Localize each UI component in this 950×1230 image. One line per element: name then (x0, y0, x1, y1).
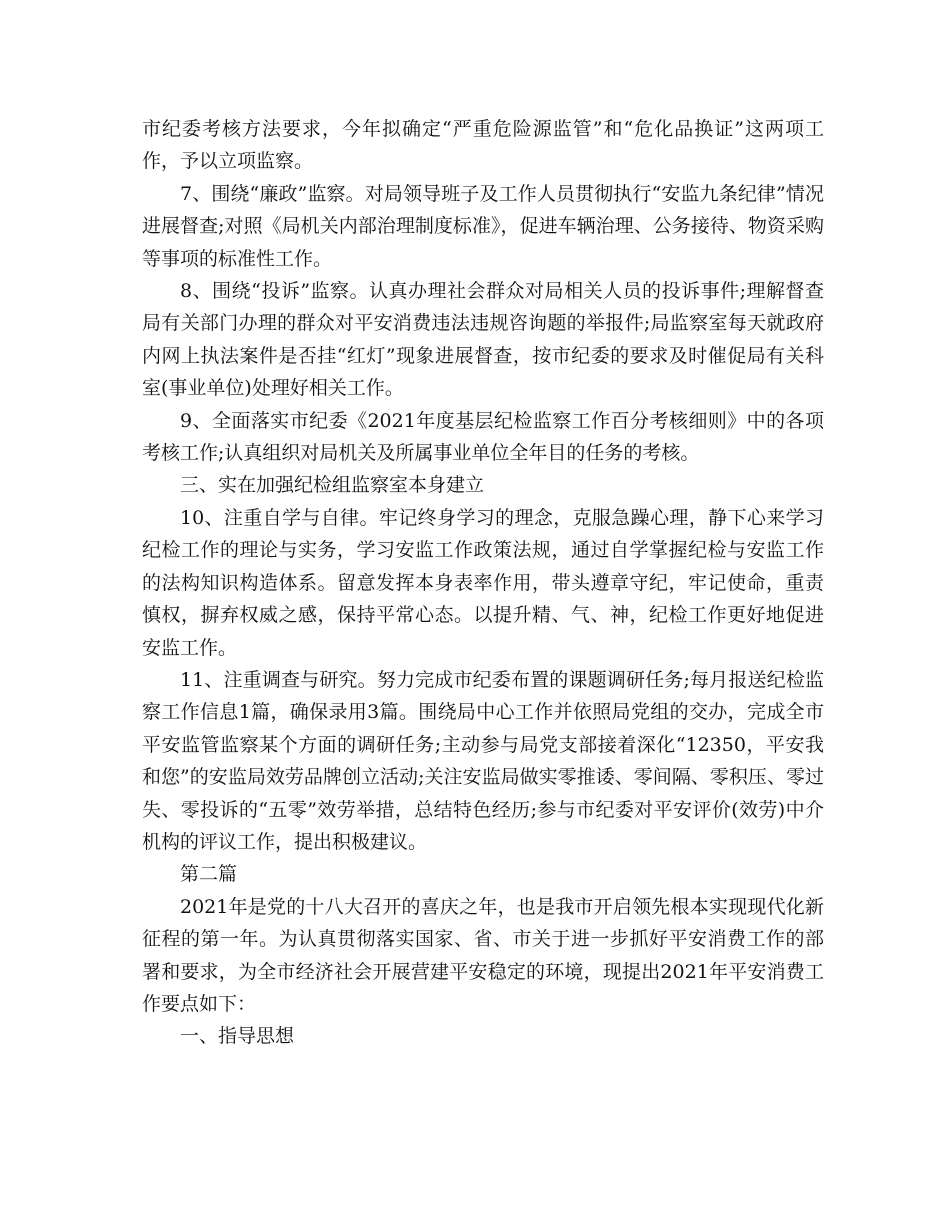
document-body (142, 113, 824, 1053)
paragraph-7: 2021年是党的十八大召开的喜庆之年，也是我市开启领先根本实现现代化新征程的第一年。为认真贯彻落实国家、省、市关于进一步抓好平安消费工作的部署和要求，为全市经济社会开展营建平安稳定的环境，现提出2021年平安消费工作要点如下： (142, 895, 824, 1015)
section-heading-3: 三、实在加强纪检组监察室本身建立 (180, 474, 485, 497)
paragraph-3: 8、围绕“投诉”监察。认真办理社会群众对局相关人员的投诉事件;理解督查局有关部门办理的群众对平安消费违法违规咨询题的举报件;局监察室每天就政府内网上执法案件是否挂“红灯”现象进展督查，按市纪委的要求及时催促局有关科室(事业单位)处理好相关工作。 (142, 280, 824, 400)
part-heading: 第二篇 (180, 863, 238, 886)
section-heading-1: 一、指导思想 (180, 1025, 295, 1048)
paragraph-4: 9、全面落实市纪委《2021年度基层纪检监察工作百分考核细则》中的各项考核工作;认真组织对局机关及所属事业单位全年目的任务的考核。 (142, 409, 824, 465)
paragraph-6: 11、注重调查与研究。努力完成市纪委布置的课题调研任务;每月报送纪检监察工作信息1篇，确保录用3篇。围绕局中心工作并依照局党组的交办，完成全市平安监管监察某个方面的调研任务;主动参与局党支部接着深化“12350，平安我和您”的安监局效劳品牌创立活动;关注安监局做实零推诿、零间隔、零积压、零过失、零投诉的“五零”效劳举措，总结特色经历;参与市纪委对平安评价(效劳)中介机构的评议工作，提出积极建议。 (142, 668, 824, 853)
paragraph-1: 市纪委考核方法要求，今年拟确定“严重危险源监管”和“危化品换证”这两项工作，予以立项监察。 (142, 118, 824, 173)
paragraph-2: 7、围绕“廉政”监察。对局领导班子及工作人员贯彻执行“安监九条纪律”情况进展督查;对照《局机关内部治理制度标准》，促进车辆治理、公务接待、物资采购等事项的标准性工作。 (142, 182, 824, 270)
paragraph-5: 10、注重自学与自律。牢记终身学习的理念，克服急躁心理，静下心来学习纪检工作的理论与实务，学习安监工作政策法规，通过自学掌握纪检与安监工作的法构知识构造体系。留意发挥本身表率作用，带头遵章守纪，牢记使命，重责慎权，摒弃权威之感，保持平常心态。以提升精、气、神，纪检工作更好地促进安监工作。 (142, 506, 824, 659)
